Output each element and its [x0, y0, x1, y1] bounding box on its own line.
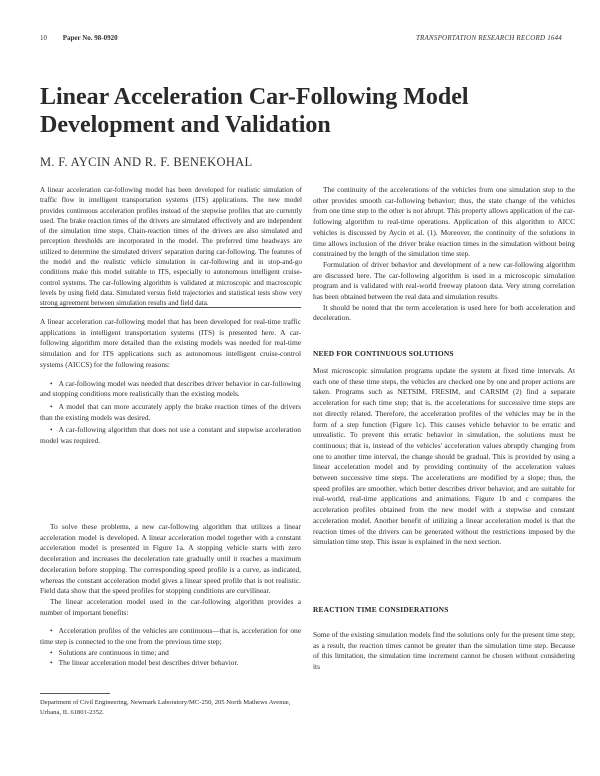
list-item: • Acceleration profiles of the vehicles are continuous—that is, acceleration for one time step is connected to the one from the previous time step; — [40, 626, 301, 647]
right-column-bottom — [313, 630, 575, 673]
body-paragraph: The continuity of the accelerations of the vehicles from one simulation step to the other provides smooth car-following behavior; thus, the state change of the vehicles from one time step to the other is not abrupt. This property allows application of the car-following algorithm to real-time operations. Application of this algorithm to AICC vehicles is discussed by Aycin et al. (1). Moreover, the continuity of the solutions in time allows inclusion of the driver brake reaction times in the simulation without being constrained by the length of the simulation time step. — [313, 185, 575, 259]
footnote-divider — [40, 693, 110, 694]
reasons-list — [40, 379, 301, 447]
benefits-list — [40, 626, 301, 669]
section-heading: NEED FOR CONTINUOUS SOLUTIONS — [313, 349, 454, 358]
paper-title: Linear Acceleration Car-Following Model Development and Validation — [40, 84, 469, 138]
list-item: • Solutions are continuous in time; and — [40, 648, 301, 659]
left-column-bottom — [40, 522, 301, 669]
left-column-top — [40, 317, 301, 449]
list-item: • A car-following algorithm that does not use a constant and stepwise acceleration model was required. — [40, 425, 301, 446]
abstract — [40, 185, 302, 309]
abstract-divider — [40, 307, 301, 308]
affiliation-footnote: Department of Civil Engineering, Newmark Laboratory/MC-250, 205 North Mathews Avenue, Urbana, IL 61801-2352. — [40, 699, 291, 716]
authors: M. F. AYCIN AND R. F. BENEKOHAL — [40, 155, 253, 169]
right-column-top — [313, 185, 575, 324]
body-paragraph: It should be noted that the term acceleration is used here for both acceleration and deceleration. — [313, 302, 575, 323]
paper-number: Paper No. 98-0920 — [62, 34, 118, 42]
list-item: • The linear acceleration model best describes driver behavior. — [40, 658, 301, 669]
abstract-text: A linear acceleration car-following model has been developed for realistic simulation of traffic flow in intelligent transportation systems (ITS) applications. The new model provides continuous acceleration profiles instead of the stepwise profiles that are currently used. The brake reaction times of the drivers are simulated effectively and are independent of the simulation time steps. Chain-reaction times of the drivers are also simulated and perception thresholds are incorporated in the model. The preferred time headways are utilized to determine the simulated drivers' separation during car-following. The features of the model and the realistic vehicle simulation in car-following and in stop-and-go conditions make this model suitable to ITS, especially to autonomous intelligent cruise-control systems. The car-following algorithm is validated at microscopic and macroscopic levels by using field data. Simulated versus field trajectories and statistical tests show very strong agreement between simulation results and field data. — [40, 186, 302, 308]
page-header-left — [40, 34, 118, 43]
body-paragraph: Formulation of driver behavior and development of a new car-following algorithm are discussed here. The car-following algorithm is used in a microscopic simulation program and is validated with real-world freeway platoon data. Very strong correlation has been obtained between the real data and simulation results. — [313, 259, 575, 302]
body-paragraph: The linear acceleration model used in the car-following algorithm provides a number of important benefits: — [40, 596, 301, 617]
list-item: • A model that can more accurately apply the brake reaction times of the drivers than the existing models was desired. — [40, 402, 301, 423]
body-paragraph: To solve these problems, a new car-following algorithm that utilizes a linear acceleration model is developed. A linear acceleration model together with a constant acceleration model is presented in Figure 1a. A stopping vehicle starts with zero deceleration and increases the deceleration rate gradually until it reaches a maximum deceleration before stopping. The corresponding speed profile is a curve, as indicated, whereas the constant acceleration model gives a linear speed profile that is not realistic. Field data show that the speed profiles for stopping conditions are curvilinear. — [40, 522, 301, 596]
body-paragraph: Some of the existing simulation models find the solutions only for the present time step; as a result, the reaction times cannot be greater than the simulation time step. Because of this limitation, the simulation time increment cannot be chosen without considering its — [313, 630, 575, 672]
right-column-middle — [313, 366, 575, 548]
list-item: • A car-following model was needed that describes driver behavior in car-following and stopping conditions more realistically than the existing models. — [40, 379, 301, 400]
journal-name: TRANSPORTATION RESEARCH RECORD 1644 — [415, 34, 562, 42]
page-number: 10 — [40, 34, 47, 42]
intro-paragraph: A linear acceleration car-following model that has been developed for real-time traffic applications in intelligent transportation systems (ITS) is presented here. A car-following algorithm more detailed than the existing models was needed for real-time simulation and for ITS applications such as autonomous intelligent cruise-control systems (AICCS) for the following reasons: — [40, 317, 301, 369]
section-heading: REACTION TIME CONSIDERATIONS — [313, 605, 449, 614]
body-paragraph: Most microscopic simulation programs update the system at fixed time intervals. At each one of these time steps, the vehicles are checked one by one and proper actions are taken. Programs such as NETSIM, FRESIM, and CARSIM (2) find a separate acceleration for each time step; that is, the accelerations for successive time steps are not directly related. Therefore, the acceleration profiles of the vehicles may be in the form of a step function (Figure 1c). This causes vehicle behavior to be erratic and unrealistic. To prevent this erratic behavior in simulation, the solutions must be continuous; that is, instead of the vehicles' acceleration values abruptly changing from one to another time interval, the change should be gradual. This is provided by using a linear acceleration model and by providing continuity of the acceleration values between successive time steps. The accelerations are modified by a slope; thus, the speed profiles are smoother, which better describes driver behavior, and are suitable for real-world, real-time applications and animations. Figure 1b and c compares the acceleration profiles obtained from the new model with a stepwise and constant acceleration model. Another benefit of utilizing a linear acceleration model is that the reaction times of the drivers can be generated without the restrictions imposed by the simulation time step. This issue is explained in the next section. — [313, 366, 575, 547]
